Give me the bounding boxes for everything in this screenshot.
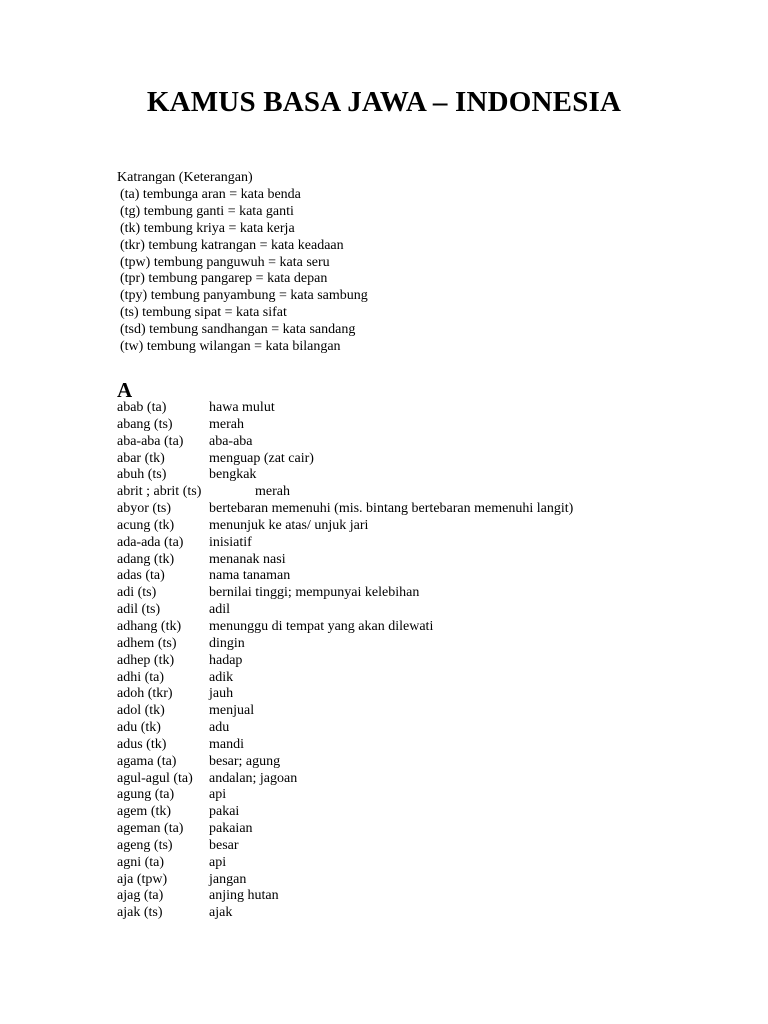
- entry-term: adil (ts): [117, 602, 161, 618]
- legend-item: (tk) tembung kriya = kata kerja: [120, 220, 295, 236]
- legend-item: (tkr) tembung katrangan = kata keadaan: [120, 237, 344, 253]
- entry-term: agung (ta): [117, 787, 175, 803]
- entry-meaning: api: [209, 854, 227, 870]
- entry-term: aba-aba (ta): [117, 433, 184, 449]
- entry-term: agul-agul (ta): [117, 770, 193, 786]
- entry-meaning: menunggu di tempat yang akan dilewati: [209, 618, 434, 634]
- entry-meaning: menguap (zat cair): [209, 450, 314, 466]
- entry-term: ageman (ta): [117, 821, 184, 837]
- legend-item: (ta) tembunga aran = kata benda: [120, 186, 301, 202]
- entry-term: abab (ta): [117, 400, 167, 415]
- entry-term: adhem (ts): [117, 635, 177, 651]
- entry-term: adhang (tk): [117, 618, 182, 634]
- entry-term: agama (ta): [117, 753, 177, 769]
- entry-term: abang (ts): [117, 416, 173, 432]
- entry-meaning: hawa mulut: [209, 400, 275, 415]
- entry-term: adoh (tkr): [117, 686, 173, 702]
- abbreviation-legend: [117, 170, 368, 356]
- entry-meaning: merah: [209, 416, 244, 432]
- entry-term: agem (tk): [117, 804, 172, 820]
- entry-meaning: pakai: [209, 804, 240, 820]
- entry-term: adhi (ta): [117, 669, 165, 685]
- entry-meaning: adik: [209, 669, 234, 685]
- entry-term: ageng (ts): [117, 837, 173, 853]
- page-title: KAMUS BASA JAWA – INDONESIA: [146, 86, 622, 118]
- entry-meaning: api: [209, 787, 227, 803]
- entry-term: abar (tk): [117, 450, 165, 466]
- entry-meaning: adil: [209, 602, 230, 618]
- entry-meaning: jangan: [209, 871, 247, 887]
- entry-term: abrit ; abrit (ts): [117, 484, 202, 500]
- entry-meaning: aba-aba: [209, 433, 253, 449]
- legend-item: (tw) tembung wilangan = kata bilangan: [120, 339, 341, 355]
- entry-term: adi (ts): [117, 585, 157, 601]
- entry-meaning: mandi: [209, 736, 244, 752]
- entry-term: ada-ada (ta): [117, 534, 184, 550]
- entry-meaning: menanak nasi: [209, 551, 286, 567]
- entry-term: adu (tk): [117, 720, 161, 736]
- entry-meaning: hadap: [209, 652, 243, 668]
- entry-term: acung (tk): [117, 517, 175, 533]
- entry-meaning: menunjuk ke atas/ unjuk jari: [209, 517, 369, 533]
- legend-item: (tg) tembung ganti = kata ganti: [120, 203, 294, 219]
- legend-item: (tpw) tembung panguwuh = kata seru: [120, 254, 330, 270]
- entry-term: adus (tk): [117, 736, 167, 752]
- entry-meaning: dingin: [209, 635, 245, 651]
- entry-meaning: menjual: [209, 703, 255, 719]
- entry-meaning: merah: [255, 484, 290, 500]
- entry-term: adas (ta): [117, 568, 165, 584]
- entry-meaning: besar; agung: [209, 753, 281, 769]
- entry-term: ajak (ts): [117, 905, 163, 921]
- legend-item: (tpy) tembung panyambung = kata sambung: [120, 288, 368, 304]
- entry-meaning: andalan; jagoan: [209, 770, 298, 786]
- entry-meaning: bengkak: [209, 467, 257, 483]
- entry-meaning: jauh: [209, 686, 234, 702]
- legend-heading: Katrangan (Keterangan): [117, 170, 253, 185]
- entry-meaning: ajak: [209, 905, 233, 921]
- entry-meaning: inisiatif: [209, 534, 252, 550]
- legend-item: (ts) tembung sipat = kata sifat: [120, 305, 287, 321]
- entry-meaning: bertebaran memenuhi (mis. bintang bertebaran memenuhi langit): [209, 501, 574, 517]
- legend-item: (tpr) tembung pangarep = kata depan: [120, 271, 328, 287]
- entry-term: adol (tk): [117, 703, 165, 719]
- entry-meaning: besar: [209, 837, 239, 853]
- entry-term: aja (tpw): [117, 871, 168, 887]
- entry-meaning: adu: [209, 720, 230, 736]
- entry-term: abyor (ts): [117, 501, 172, 517]
- entry-meaning: pakaian: [209, 821, 253, 837]
- entry-term: agni (ta): [117, 854, 165, 870]
- entry-meaning: bernilai tinggi; mempunyai kelebihan: [209, 585, 420, 601]
- entry-term: adhep (tk): [117, 652, 175, 668]
- entry-meaning: nama tanaman: [209, 568, 291, 584]
- entry-term: abuh (ts): [117, 467, 167, 483]
- entry-term: ajag (ta): [117, 888, 164, 904]
- entry-term: adang (tk): [117, 551, 175, 567]
- entry-meaning: anjing hutan: [209, 888, 279, 904]
- section-letter: A: [117, 378, 133, 402]
- legend-item: (tsd) tembung sandhangan = kata sandang: [120, 322, 356, 338]
